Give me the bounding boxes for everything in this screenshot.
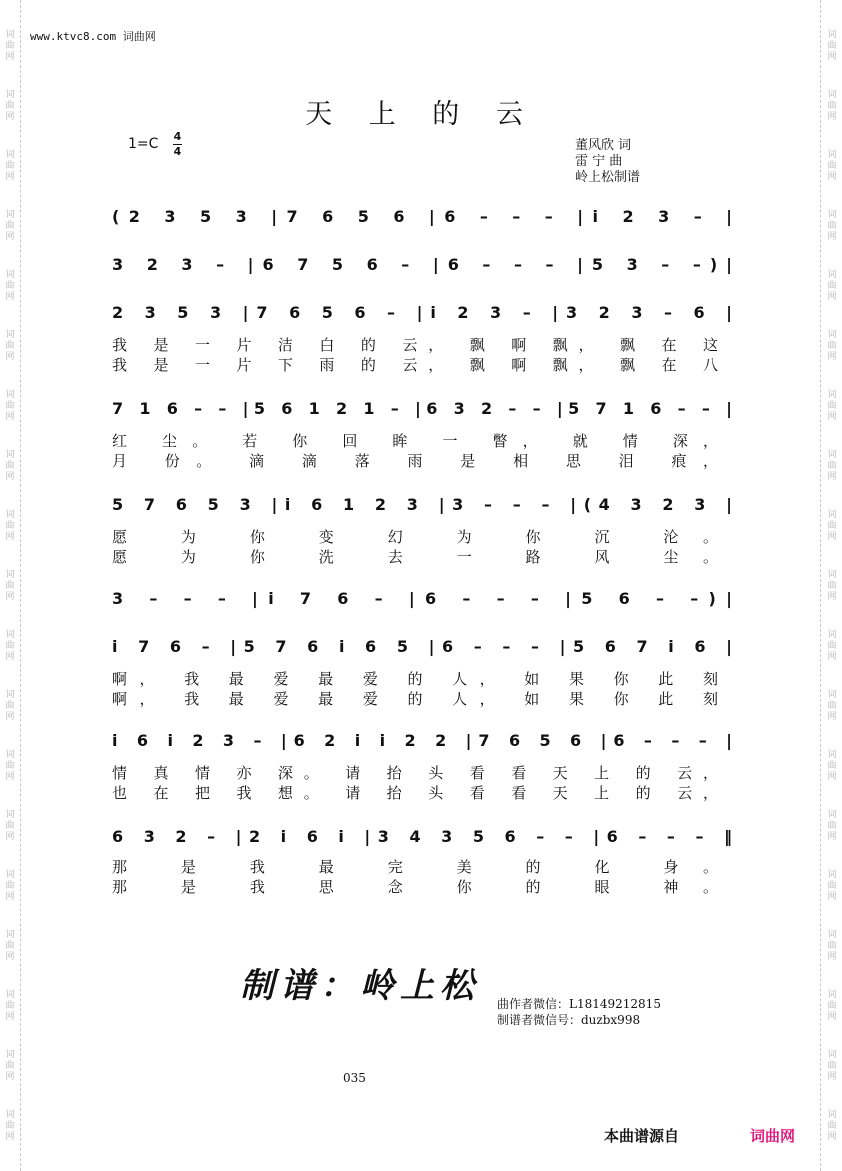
notation-line: (2 3 5 3 |7 6 5 6 |6 – – – |i 2 3 – | <box>112 207 732 226</box>
notation-line: 7 1 6 – – |5 6 1 2 1 – |6 3 2 – – |5 7 1 6 – – | <box>112 399 733 418</box>
side-watermark: 词 曲 网 <box>5 930 15 962</box>
notation-line: 3 – – – |i 7 6 – |6 – – – |5 6 – –)| <box>112 589 732 608</box>
notation-line: 6 3 2 – |2 i 6 i |3 4 3 5 6 – – |6 – – – ‖ <box>112 827 732 846</box>
lyric-line: 啊， 我 最 爱 最 爱 的 人， 如 果 你 此 刻 <box>112 690 718 708</box>
site-header[interactable]: www.ktvc8.com 词曲网 <box>30 30 156 43</box>
footer-source-label: 本曲谱源自 <box>604 1127 680 1145</box>
side-watermark: 词 曲 网 <box>827 450 837 482</box>
side-watermark: 词 曲 网 <box>5 690 15 722</box>
side-watermark: 词 曲 网 <box>827 630 837 662</box>
side-watermark: 词 曲 网 <box>5 570 15 602</box>
time-signature-bottom: 4 <box>173 145 182 158</box>
transcriber-wechat: 制谱者微信号：duzbx998 <box>497 1013 641 1027</box>
side-watermark: 词 曲 网 <box>5 870 15 902</box>
lyric-line: 那 是 我 思 念 你 的 眼 神。 <box>112 878 718 896</box>
side-watermark: 词 曲 网 <box>5 390 15 422</box>
side-watermark: 词 曲 网 <box>5 210 15 242</box>
side-watermark: 词 曲 网 <box>827 1050 837 1082</box>
lyric-line: 啊， 我 最 爱 最 爱 的 人， 如 果 你 此 刻 <box>112 670 718 688</box>
side-watermark: 词 曲 网 <box>827 150 837 182</box>
credit-composer: 雷 宁 曲 <box>575 154 623 169</box>
side-watermark: 词 曲 网 <box>827 210 837 242</box>
side-watermark: 词 曲 网 <box>827 90 837 122</box>
lyric-line: 也 在 把 我 想。 请 抬 头 看 看 天 上 的 云， <box>112 784 718 802</box>
side-watermark: 词 曲 网 <box>5 810 15 842</box>
song-title: 天 上 的 云 <box>305 99 537 130</box>
side-watermark: 词 曲 网 <box>5 510 15 542</box>
credit-lyricist: 董风欣 词 <box>575 138 632 153</box>
side-watermark: 词 曲 网 <box>5 750 15 782</box>
transcriber-signature: 制谱：岭上松 <box>240 966 480 1006</box>
side-watermark: 词 曲 网 <box>827 570 837 602</box>
side-watermark: 词 曲 网 <box>5 330 15 362</box>
composer-wechat: 曲作者微信：L18149212815 <box>497 997 661 1011</box>
lyric-line: 红 尘。 若 你 回 眸 一 瞥， 就 情 深， <box>112 432 719 450</box>
side-watermark: 词 曲 网 <box>5 150 15 182</box>
side-watermark: 词 曲 网 <box>5 450 15 482</box>
contact-info <box>497 996 661 1028</box>
lyric-line: 情 真 情 亦 深。 请 抬 头 看 看 天 上 的 云， <box>112 764 718 782</box>
side-watermark: 词 曲 网 <box>5 1050 15 1082</box>
lyric-line: 我 是 一 片 下 雨 的 云， 飘 啊 飘， 飘 在 八 <box>112 356 718 374</box>
side-watermark: 词 曲 网 <box>827 750 837 782</box>
notation-line: 3 2 3 – |6 7 5 6 – |6 – – – |5 3 – –)| <box>112 255 733 274</box>
notation-line: 5 7 6 5 3 |i 6 1 2 3 |3 – – – |(4 3 2 3 | <box>112 495 733 514</box>
side-watermark: 词 曲 网 <box>827 690 837 722</box>
footer-site-link[interactable]: 词曲网 <box>750 1127 796 1145</box>
side-watermark: 词 曲 网 <box>827 1110 837 1142</box>
lyric-line: 我 是 一 片 洁 白 的 云， 飘 啊 飘， 飘 在 这 <box>112 336 718 354</box>
page-number: 035 <box>343 1071 366 1085</box>
side-watermark: 词 曲 网 <box>5 630 15 662</box>
side-watermark: 词 曲 网 <box>827 990 837 1022</box>
notation-line: i 7 6 – |5 7 6 i 6 5 |6 – – – |5 6 7 i 6 | <box>112 637 732 656</box>
side-watermark: 词 曲 网 <box>827 270 837 302</box>
side-watermark: 词 曲 网 <box>827 390 837 422</box>
side-watermark: 词 曲 网 <box>5 990 15 1022</box>
side-watermark: 词 曲 网 <box>827 930 837 962</box>
side-watermark: 词 曲 网 <box>5 30 15 62</box>
lyric-line: 那 是 我 最 完 美 的 化 身。 <box>112 858 718 876</box>
notation-line: i 6 i 2 3 – |6 2 i i 2 2 |7 6 5 6 |6 – – – | <box>112 731 732 750</box>
time-signature-top: 4 <box>173 130 182 143</box>
notation-line: 2 3 5 3 |7 6 5 6 – |i 2 3 – |3 2 3 – 6 | <box>112 303 733 322</box>
side-watermark: 词 曲 网 <box>827 510 837 542</box>
side-watermark: 词 曲 网 <box>5 1110 15 1142</box>
lyric-line: 月 份。 滴 滴 落 雨 是 相 思 泪 痕， <box>112 452 719 470</box>
side-watermark: 词 曲 网 <box>827 870 837 902</box>
credit-transcriber: 岭上松制谱 <box>575 170 641 185</box>
side-watermark: 词 曲 网 <box>827 30 837 62</box>
lyric-line: 愿 为 你 洗 去 一 路 风 尘。 <box>112 548 718 566</box>
lyric-line: 愿 为 你 变 幻 为 你 沉 沦。 <box>112 528 718 546</box>
side-watermark: 词 曲 网 <box>5 270 15 302</box>
side-watermark: 词 曲 网 <box>5 90 15 122</box>
side-watermark: 词 曲 网 <box>827 810 837 842</box>
key-signature: 1=C <box>128 136 159 152</box>
side-watermark: 词 曲 网 <box>827 330 837 362</box>
